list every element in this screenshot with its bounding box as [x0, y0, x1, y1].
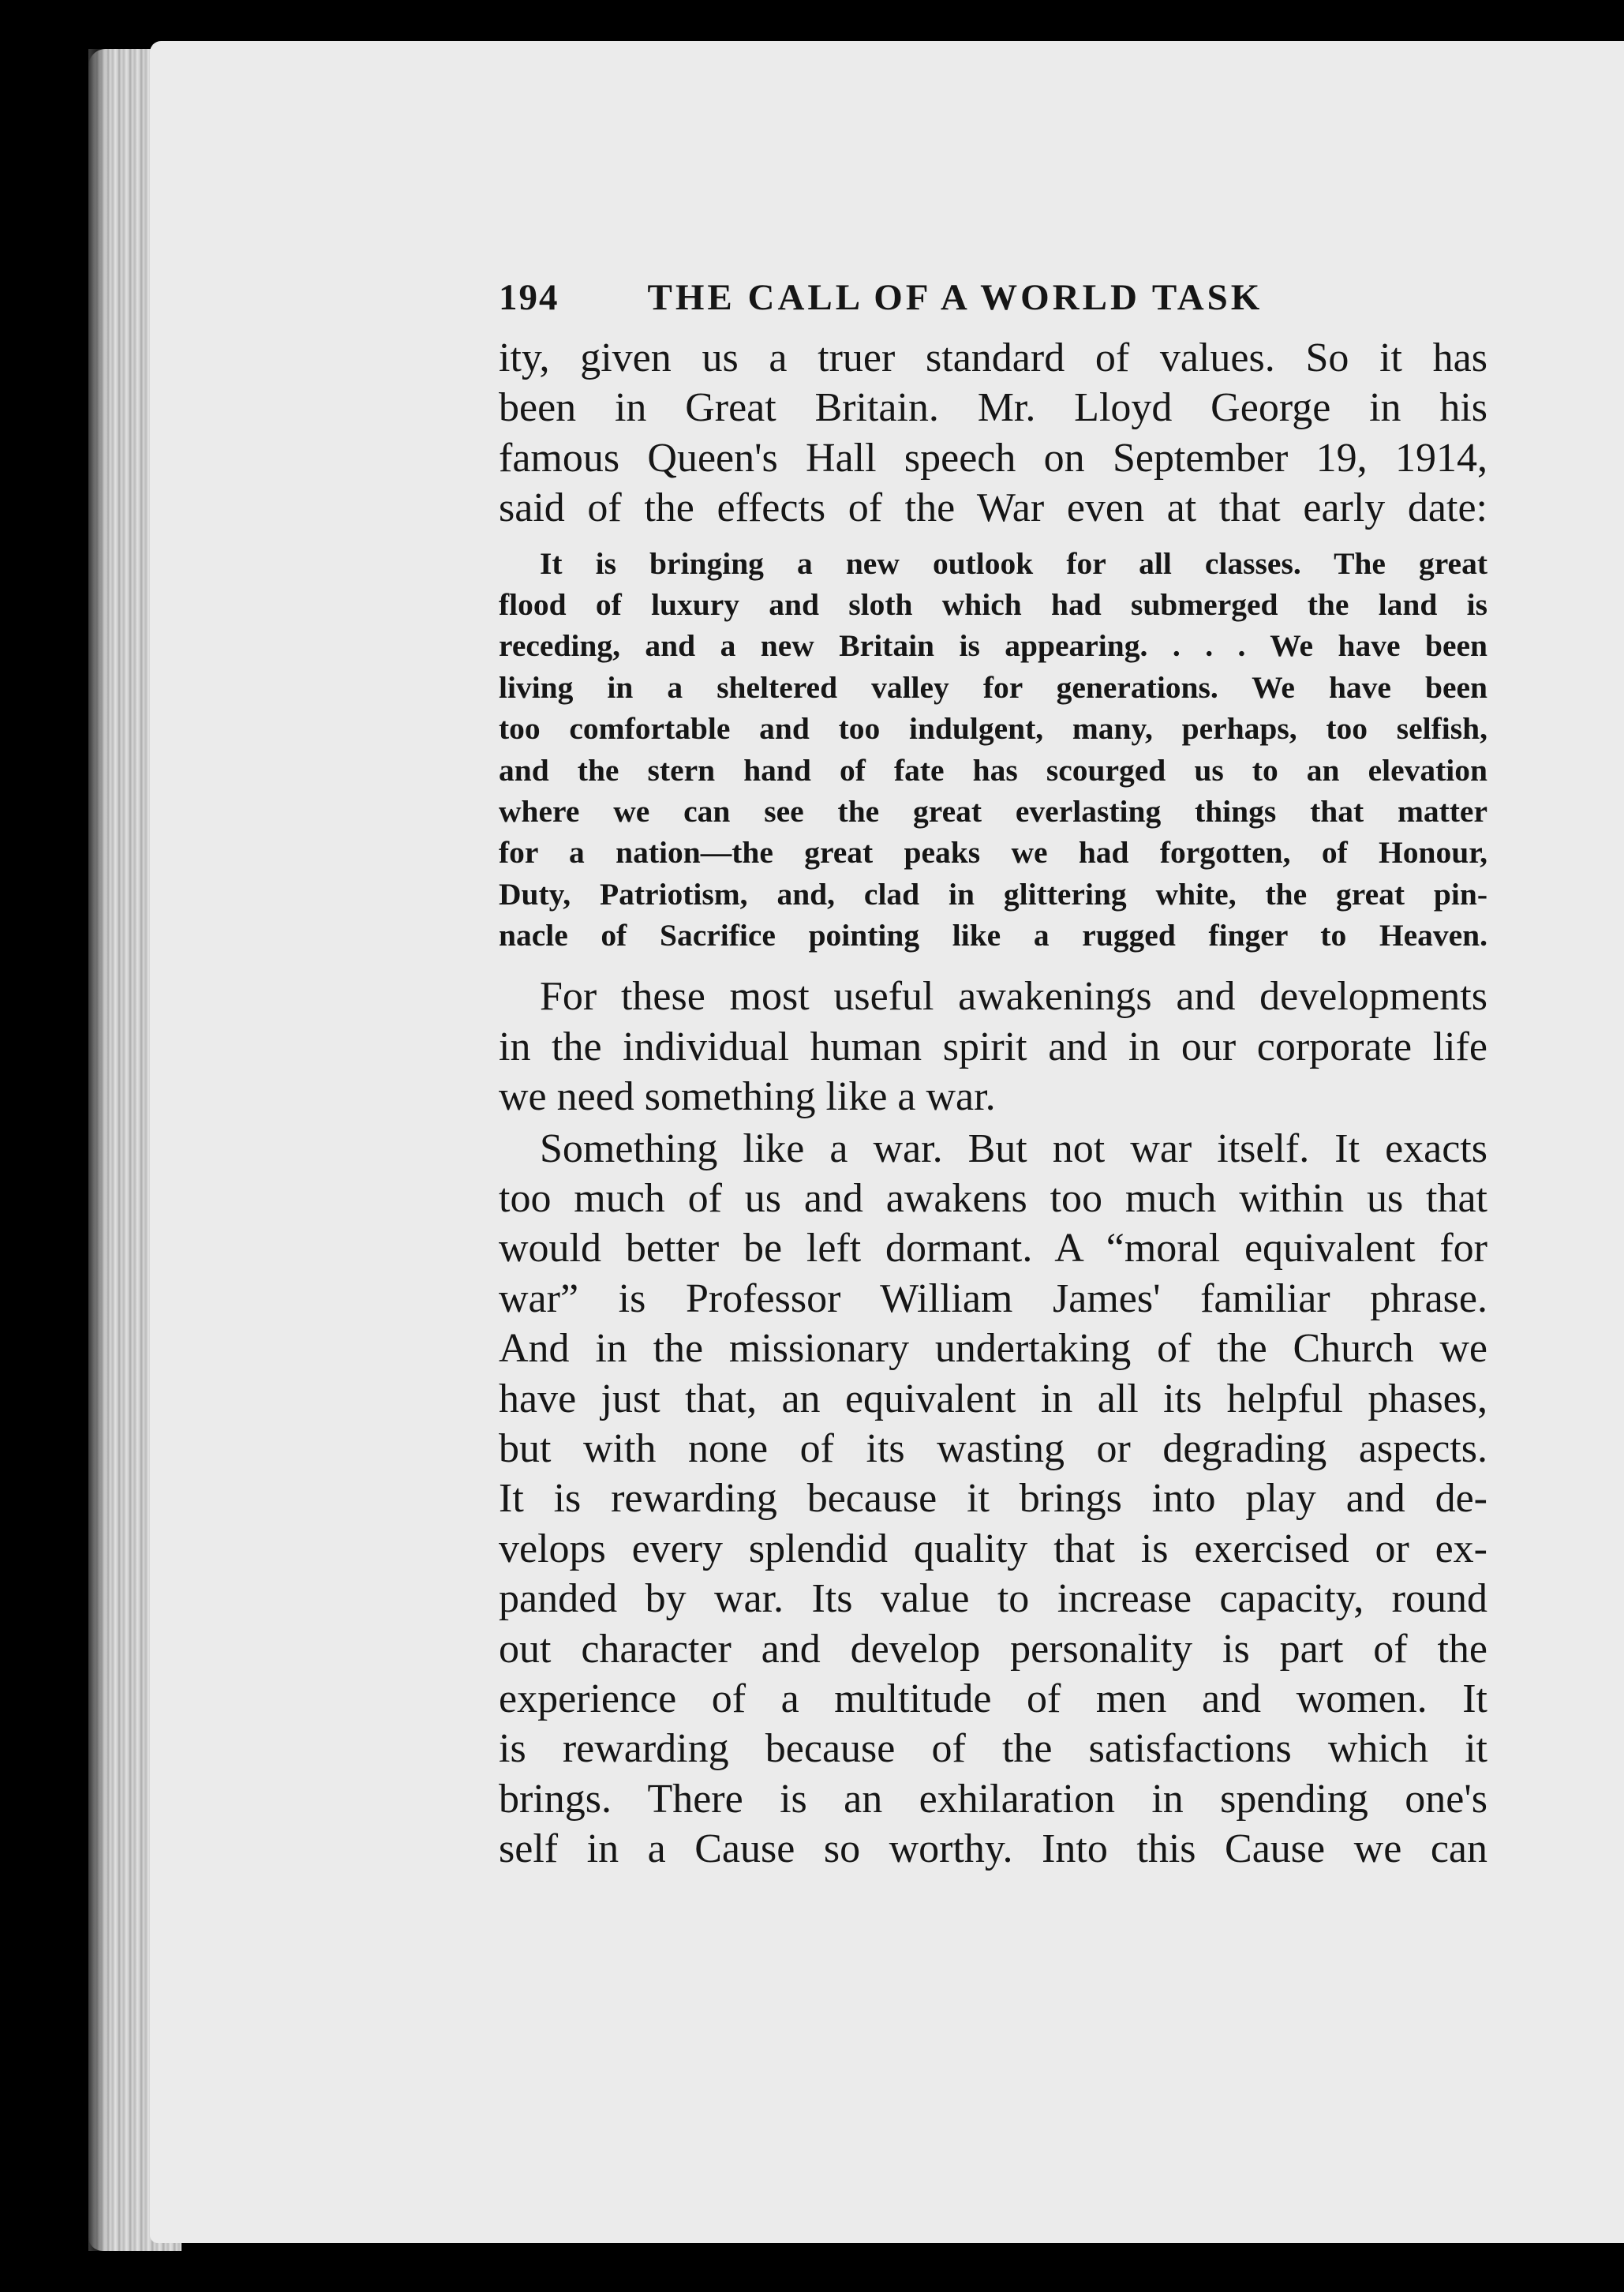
intro-paragraph: [499, 333, 1487, 534]
quote-line: too comfortable and too indulgent, many, perhaps, too selfish,: [499, 711, 1487, 747]
text-line: self in a Cause so worthy. Into this Cause we can: [499, 1826, 1487, 1872]
text-line: would better be left dormant. A “moral equivalent for: [499, 1226, 1487, 1271]
text-line: And in the missionary undertaking of the Church we: [499, 1326, 1487, 1372]
quote-line: receding, and a new Britain is appearing. . . . We have been: [499, 628, 1487, 664]
text-line: said of the effects of the War even at that early date:: [499, 485, 1487, 531]
text-line: Something like a war. But not war itself. It exacts: [540, 1125, 1487, 1171]
quote-line: living in a sheltered valley for generations. We have been: [499, 669, 1487, 705]
text-line: famous Queen's Hall speech on September 19, 1914,: [499, 435, 1487, 481]
text-line: in the individual human spirit and in our corporate life: [499, 1024, 1487, 1069]
text-line: experience of a multitude of men and women. It: [499, 1676, 1487, 1721]
paragraph: [499, 1124, 1487, 1874]
text-block: [499, 276, 1487, 1874]
running-head: [499, 276, 1487, 333]
page-number: 194: [499, 277, 559, 318]
text-line: been in Great Britain. Mr. Lloyd George in his: [499, 385, 1487, 431]
text-line: is rewarding because of the satisfactions which it: [499, 1726, 1487, 1772]
quote-line: It is bringing a new outlook for all classes. The great: [540, 545, 1487, 581]
block-quote: [499, 543, 1487, 957]
quote-line: nacle of Sacrifice pointing like a rugged finger to Heaven.: [499, 918, 1487, 953]
text-line: out character and develop personality is part of the: [499, 1626, 1487, 1672]
quote-line: for a nation—the great peaks we had forgotten, of Honour,: [499, 835, 1487, 871]
text-line: war” is Professor William James' familiar phrase.: [499, 1275, 1487, 1321]
text-line: ity, given us a truer standard of values. So it has: [499, 335, 1487, 380]
quote-line: Duty, Patriotism, and, clad in glittering white, the great pin-: [499, 876, 1487, 912]
quote-line: and the stern hand of fate has scourged us to an elevation: [499, 752, 1487, 788]
text-line: panded by war. Its value to increase capacity, round: [499, 1576, 1487, 1622]
text-line: but with none of its wasting or degrading aspects.: [499, 1425, 1487, 1471]
text-line: we need something like a war.: [499, 1074, 996, 1120]
running-head-title: THE CALL OF A WORLD TASK: [647, 277, 1263, 318]
quote-line: flood of luxury and sloth which had submerged the land is: [499, 586, 1487, 622]
text-line: It is rewarding because it brings into play and de-: [499, 1476, 1487, 1522]
text-line: brings. There is an exhilaration in spending one's: [499, 1776, 1487, 1822]
text-line: have just that, an equivalent in all its helpful phases,: [499, 1376, 1487, 1421]
text-line: too much of us and awakens too much within us that: [499, 1176, 1487, 1222]
paragraph: [499, 972, 1487, 1122]
quote-line: where we can see the great everlasting things that matter: [499, 793, 1487, 829]
text-line: velops every splendid quality that is exercised or ex-: [499, 1526, 1487, 1571]
text-line: For these most useful awakenings and developments: [540, 974, 1487, 1020]
